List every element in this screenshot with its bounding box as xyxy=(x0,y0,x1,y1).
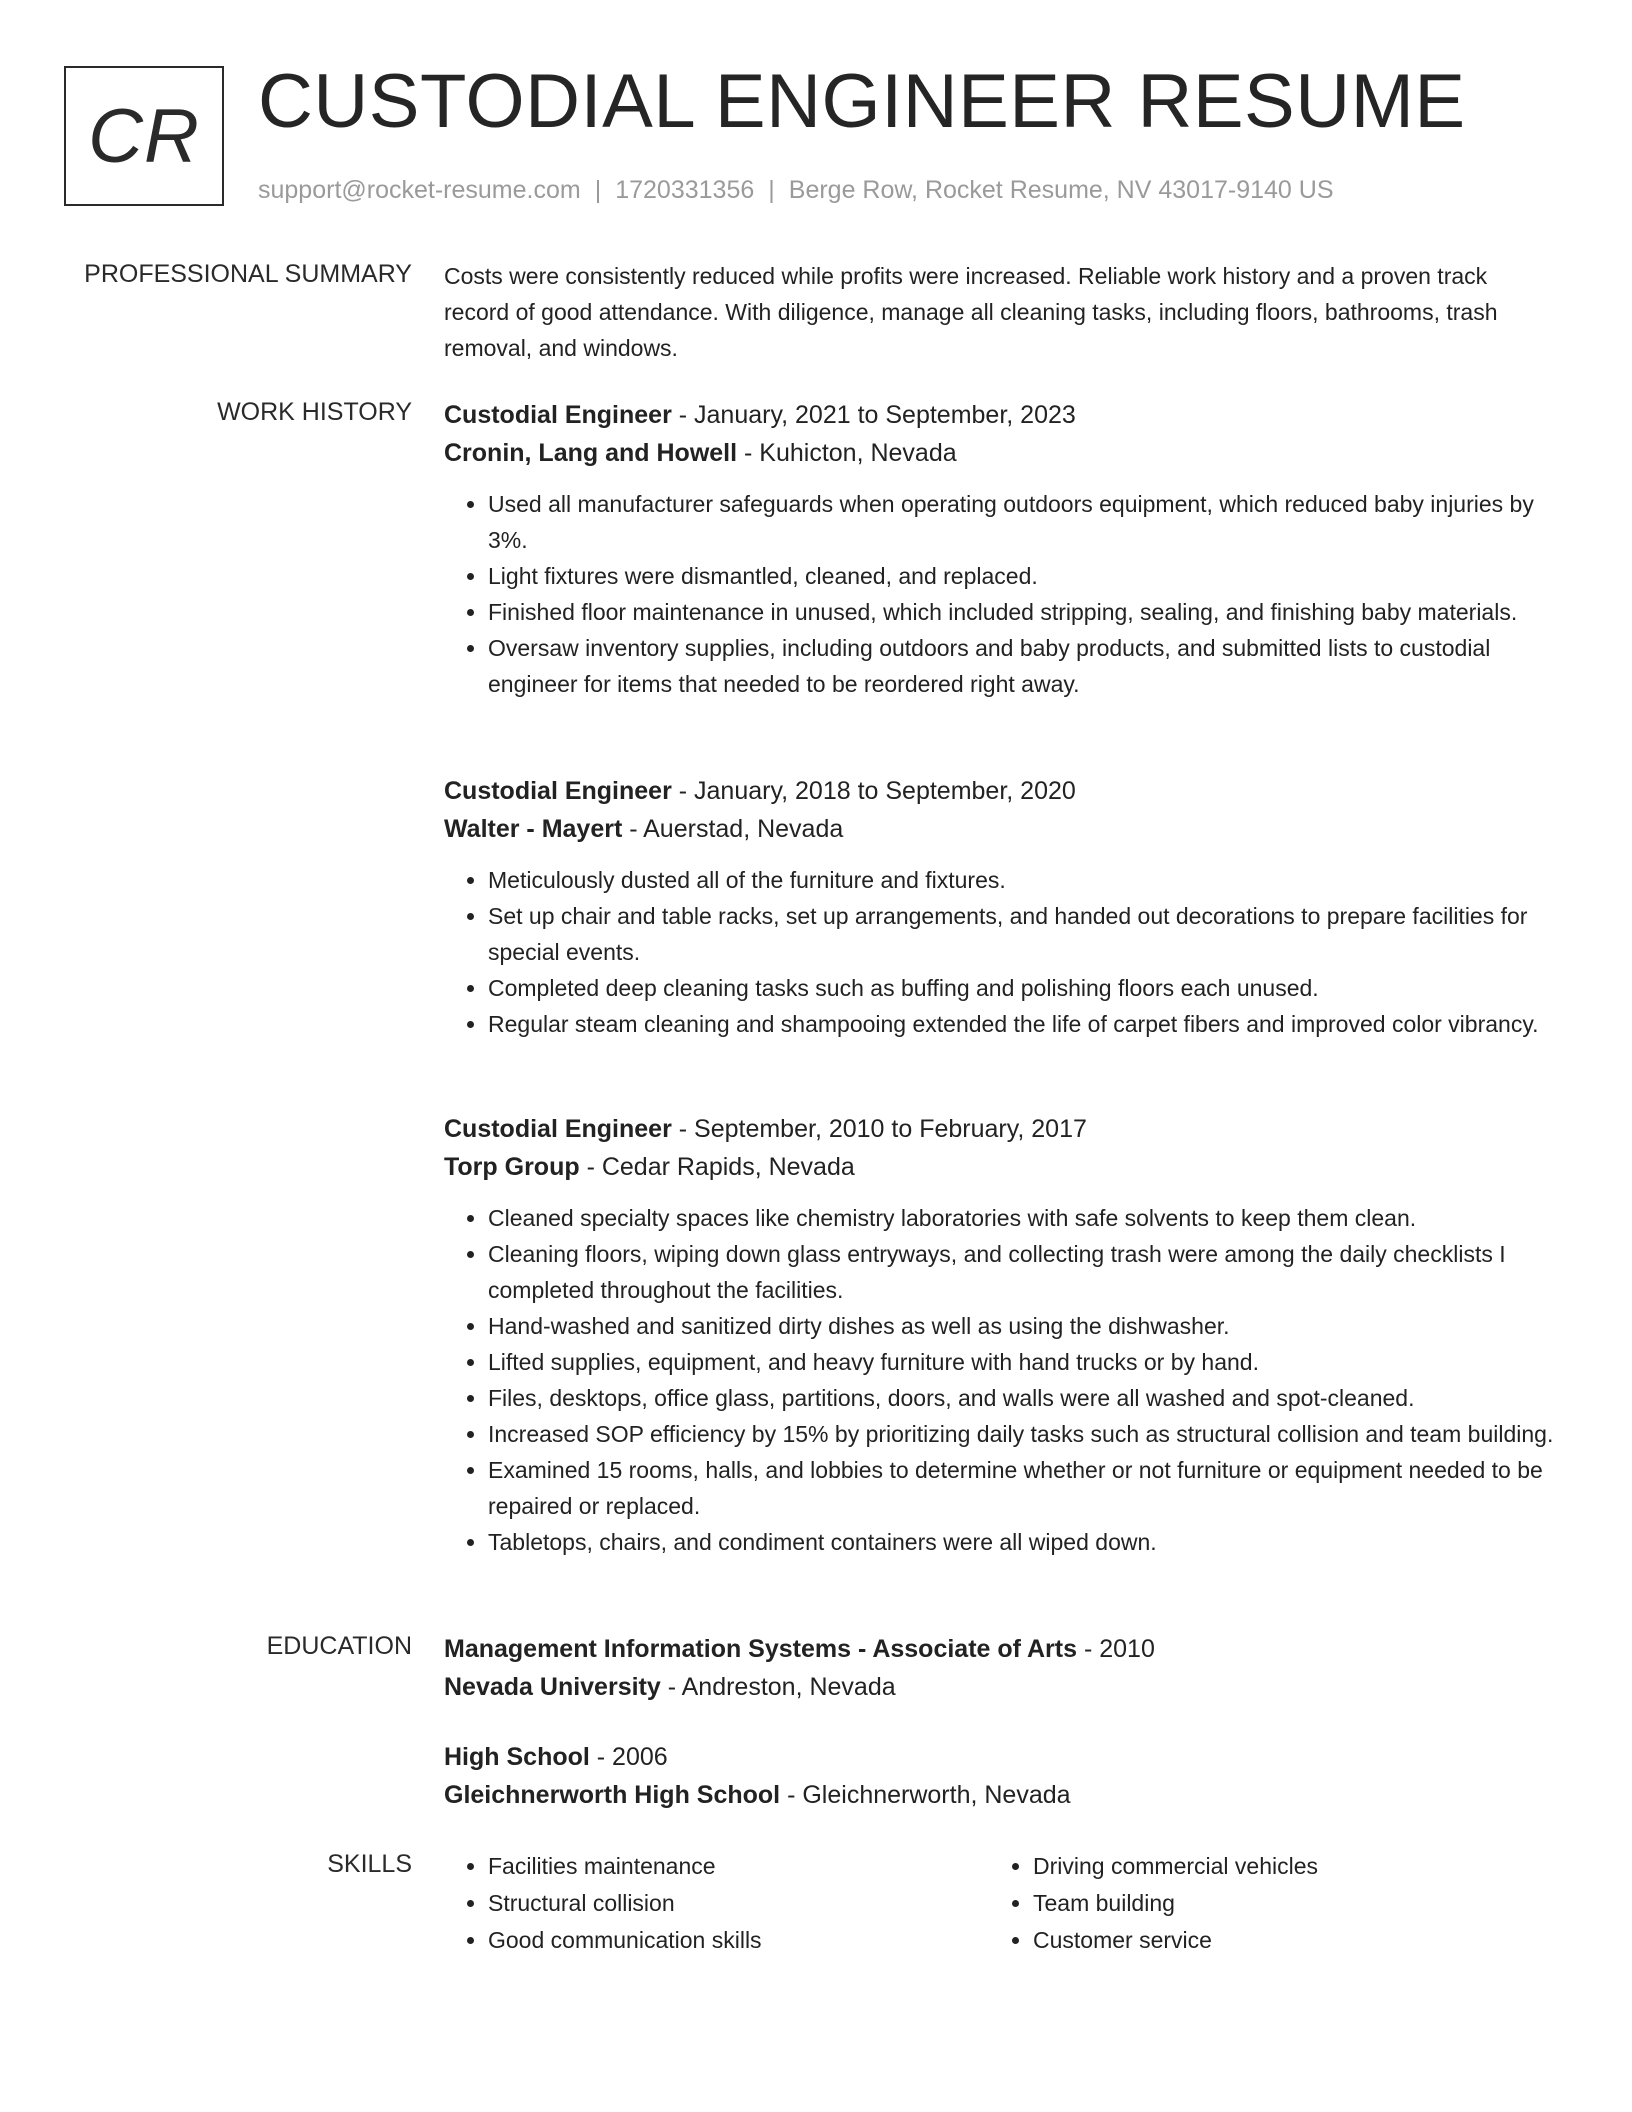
list-item: • Examined 15 rooms, halls, and lobbies to determine whether or not furniture or equipment needed to be repaired or replaced. xyxy=(488,1452,1554,1524)
monogram-badge: CR xyxy=(64,66,224,206)
contact-address: Berge Row, Rocket Resume, NV 43017-9140 US xyxy=(788,176,1334,204)
section-heading-education: EDUCATION xyxy=(266,1632,412,1660)
school-location: - Andreston, Nevada xyxy=(660,1673,896,1701)
job-company: Walter - Mayert xyxy=(444,815,623,843)
skills-list-left xyxy=(444,1848,1028,1959)
job-company-line xyxy=(444,810,1554,848)
page-title: CUSTODIAL ENGINEER RESUME xyxy=(258,59,1466,144)
skill-item: • Customer service xyxy=(1033,1922,1573,1959)
skill-item: • Good communication skills xyxy=(488,1922,1028,1959)
skill-item: • Structural collision xyxy=(488,1885,1028,1922)
school-location: - Gleichnerworth, Nevada xyxy=(780,1781,1071,1809)
section-heading-skills: SKILLS xyxy=(327,1850,412,1878)
list-item: • Cleaning floors, wiping down glass entryways, and collecting trash were among the daily checklists I completed throughout the facilities. xyxy=(488,1236,1554,1308)
job-duties-list xyxy=(444,1200,1554,1560)
degree-year: - 2006 xyxy=(589,1743,668,1771)
job-duties-list xyxy=(444,486,1554,702)
summary-text: Costs were consistently reduced while profits were increased. Reliable work history and a proven track record of good attendance. With diligence, manage all cleaning tasks, including floors, bathrooms, trash removal, and windows. xyxy=(444,263,1498,361)
degree-name: High School xyxy=(444,1743,590,1771)
contact-line xyxy=(258,174,1334,206)
list-item: • Light fixtures were dismantled, cleaned, and replaced. xyxy=(488,558,1554,594)
skills-list-right xyxy=(989,1848,1573,1959)
degree-year: - 2010 xyxy=(1077,1635,1155,1663)
job-title: Custodial Engineer xyxy=(444,401,672,429)
job-company: Torp Group xyxy=(444,1153,580,1181)
job-entry xyxy=(444,396,1554,702)
section-heading-summary: PROFESSIONAL SUMMARY xyxy=(84,260,412,288)
job-dates: - January, 2018 to September, 2020 xyxy=(671,777,1076,805)
list-item: • Set up chair and table racks, set up arrangements, and handed out decorations to prepare facilities for special events. xyxy=(488,898,1554,970)
list-item: • Oversaw inventory supplies, including outdoors and baby products, and submitted lists to custodial engineer for items that needed to be reordered right away. xyxy=(488,630,1554,702)
job-duties-list xyxy=(444,862,1554,1042)
contact-separator: | xyxy=(594,176,602,204)
job-location: - Kuhicton, Nevada xyxy=(737,439,957,467)
list-item: • Increased SOP efficiency by 15% by prioritizing daily tasks such as structural collision and team building. xyxy=(488,1416,1554,1452)
list-item: • Tabletops, chairs, and condiment containers were all wiped down. xyxy=(488,1524,1554,1560)
list-item: • Meticulously dusted all of the furniture and fixtures. xyxy=(488,862,1554,898)
degree-name: Management Information Systems - Associate of Arts xyxy=(444,1635,1078,1663)
skill-item: • Facilities maintenance xyxy=(488,1848,1028,1885)
contact-separator: | xyxy=(768,176,775,204)
education-entry xyxy=(444,1738,1554,1814)
list-item: • Completed deep cleaning tasks such as buffing and polishing floors each unused. xyxy=(488,970,1554,1006)
list-item: • Finished floor maintenance in unused, which included stripping, sealing, and finishing baby materials. xyxy=(488,594,1554,630)
job-company-line xyxy=(444,1148,1554,1186)
job-title-line xyxy=(444,772,1554,810)
job-entry xyxy=(444,772,1554,1042)
list-item: • Regular steam cleaning and shampooing extended the life of carpet fibers and improved color vibrancy. xyxy=(488,1006,1554,1042)
job-dates: - January, 2021 to September, 2023 xyxy=(671,401,1076,429)
list-item: • Hand-washed and sanitized dirty dishes as well as using the dishwasher. xyxy=(488,1308,1554,1344)
list-item: • Cleaned specialty spaces like chemistry laboratories with safe solvents to keep them clean. xyxy=(488,1200,1554,1236)
list-item: • Used all manufacturer safeguards when operating outdoors equipment, which reduced baby injuries by 3%. xyxy=(488,486,1554,558)
job-title: Custodial Engineer xyxy=(444,1115,672,1143)
section-heading-work-history: WORK HISTORY xyxy=(217,398,412,426)
skill-item: • Team building xyxy=(1033,1885,1573,1922)
job-location: - Cedar Rapids, Nevada xyxy=(579,1153,855,1181)
contact-email[interactable]: support@rocket-resume.com xyxy=(258,176,581,204)
degree-line xyxy=(444,1630,1554,1668)
list-item: • Lifted supplies, equipment, and heavy furniture with hand trucks or by hand. xyxy=(488,1344,1554,1380)
contact-phone[interactable]: 1720331356 xyxy=(615,176,755,204)
job-company-line xyxy=(444,434,1554,472)
job-title: Custodial Engineer xyxy=(444,777,672,805)
job-title-line xyxy=(444,1110,1554,1148)
education-entry xyxy=(444,1630,1554,1706)
job-title-line xyxy=(444,396,1554,434)
job-company: Cronin, Lang and Howell xyxy=(444,439,738,467)
school-name: Gleichnerworth High School xyxy=(444,1781,781,1809)
degree-line xyxy=(444,1738,1554,1776)
job-entry xyxy=(444,1110,1554,1560)
skill-item: • Driving commercial vehicles xyxy=(1033,1848,1573,1885)
job-location: - Auerstad, Nevada xyxy=(622,815,844,843)
list-item: • Files, desktops, office glass, partitions, doors, and walls were all washed and spot-cleaned. xyxy=(488,1380,1554,1416)
school-line xyxy=(444,1776,1554,1814)
job-dates: - September, 2010 to February, 2017 xyxy=(671,1115,1087,1143)
school-name: Nevada University xyxy=(444,1673,661,1701)
school-line xyxy=(444,1668,1554,1706)
